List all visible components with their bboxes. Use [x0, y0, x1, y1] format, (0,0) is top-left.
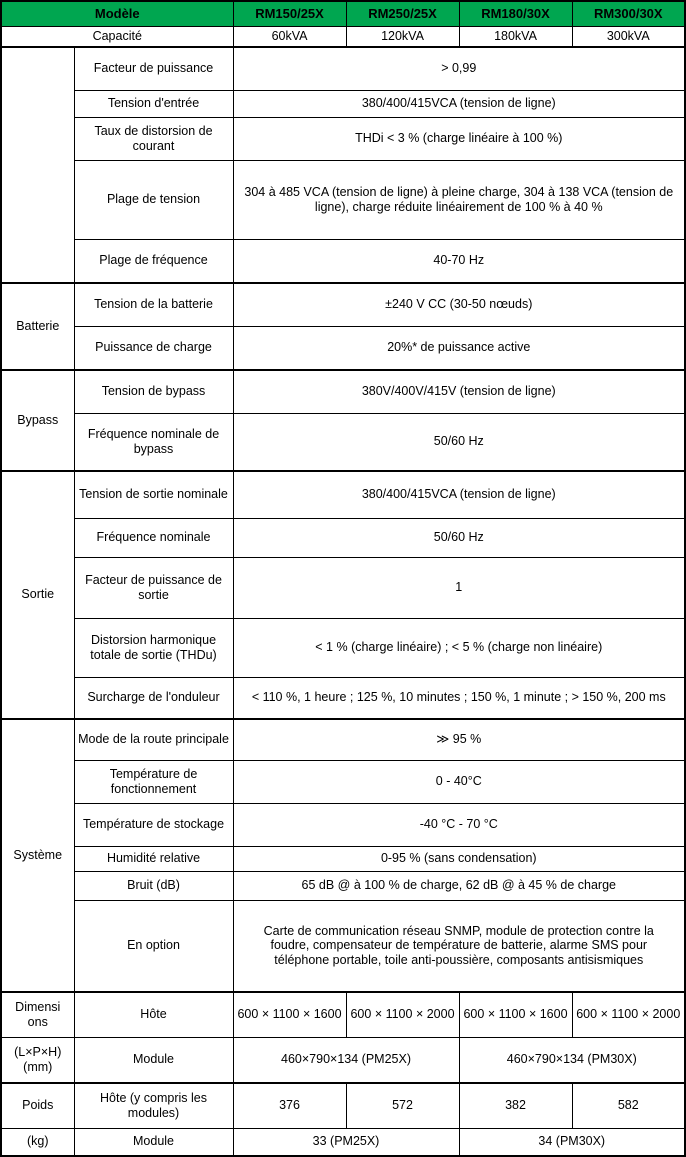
param-dimensions-host: Hôte — [74, 992, 233, 1038]
table-row — [1, 370, 685, 414]
capacity-row — [1, 27, 685, 47]
header-model-1: RM150/25X — [233, 1, 346, 27]
table-row — [1, 117, 685, 160]
table-row — [1, 1083, 685, 1129]
value-frequency-range: 40-70 Hz — [233, 239, 685, 283]
param-current-thd: Taux de distorsion de courant — [74, 117, 233, 160]
param-dimensions-module: Module — [74, 1037, 233, 1083]
value-charge-power: 20%* de puissance active — [233, 326, 685, 370]
table-row — [1, 760, 685, 803]
table-row — [1, 557, 685, 618]
header-model-2: RM250/25X — [346, 1, 459, 27]
header-model-label: Modèle — [1, 1, 233, 27]
param-output-power-factor: Facteur de puissance de sortie — [74, 557, 233, 618]
value-dimensions-host-2: 600 × 1100 × 2000 — [346, 992, 459, 1038]
table-row — [1, 239, 685, 283]
dimensions-label-line2: ons — [27, 1014, 48, 1029]
value-inverter-overload: < 110 %, 1 heure ; 125 %, 10 minutes ; 150 %, 1 minute ; > 150 %, 200 ms — [233, 677, 685, 719]
value-output-power-factor: 1 — [233, 557, 685, 618]
value-voltage-range: 304 à 485 VCA (tension de ligne) à pleine charge, 304 à 138 VCA (tension de ligne), charge réduite linéairement de 100 % à 40 % — [233, 160, 685, 239]
weight-label-lower: (kg) — [1, 1128, 74, 1156]
capacity-value-2: 120kVA — [346, 27, 459, 47]
param-storage-temperature: Température de stockage — [74, 803, 233, 846]
param-inverter-overload: Surcharge de l'onduleur — [74, 677, 233, 719]
section-label-battery: Batterie — [1, 283, 74, 370]
table-row — [1, 992, 685, 1038]
table-row — [1, 518, 685, 557]
param-output-frequency: Fréquence nominale — [74, 518, 233, 557]
header-model-3: RM180/30X — [459, 1, 572, 27]
param-output-voltage: Tension de sortie nominale — [74, 471, 233, 519]
capacity-value-3: 180kVA — [459, 27, 572, 47]
dimensions-label-upper — [1, 992, 74, 1038]
table-row — [1, 719, 685, 761]
value-current-thd: THDi < 3 % (charge linéaire à 100 %) — [233, 117, 685, 160]
value-operating-temperature: 0 - 40°C — [233, 760, 685, 803]
value-power-factor: > 0,99 — [233, 47, 685, 91]
value-bypass-frequency: 50/60 Hz — [233, 413, 685, 471]
value-weight-module-right: 34 (PM30X) — [459, 1128, 685, 1156]
param-operating-temperature: Température de fonctionnement — [74, 760, 233, 803]
param-relative-humidity: Humidité relative — [74, 846, 233, 871]
table-row — [1, 677, 685, 719]
value-input-voltage: 380/400/415VCA (tension de ligne) — [233, 90, 685, 117]
table-row — [1, 47, 685, 91]
table-row — [1, 471, 685, 519]
value-weight-host-3: 382 — [459, 1083, 572, 1129]
param-output-thdu: Distorsion harmonique totale de sortie (THDu) — [74, 618, 233, 677]
value-main-route-mode: ≫ 95 % — [233, 719, 685, 761]
param-noise: Bruit (dB) — [74, 871, 233, 900]
table-row — [1, 846, 685, 871]
section-label-input — [1, 47, 74, 283]
param-bypass-frequency: Fréquence nominale de bypass — [74, 413, 233, 471]
param-main-route-mode: Mode de la route principale — [74, 719, 233, 761]
capacity-value-1: 60kVA — [233, 27, 346, 47]
param-battery-voltage: Tension de la batterie — [74, 283, 233, 327]
value-relative-humidity: 0-95 % (sans condensation) — [233, 846, 685, 871]
table-row — [1, 160, 685, 239]
table-row — [1, 871, 685, 900]
value-output-thdu: < 1 % (charge linéaire) ; < 5 % (charge non linéaire) — [233, 618, 685, 677]
value-dimensions-host-1: 600 × 1100 × 1600 — [233, 992, 346, 1038]
param-power-factor: Facteur de puissance — [74, 47, 233, 91]
table-header-row — [1, 1, 685, 27]
table-row — [1, 1037, 685, 1083]
value-weight-host-1: 376 — [233, 1083, 346, 1129]
table-row — [1, 283, 685, 327]
param-weight-module: Module — [74, 1128, 233, 1156]
table-row — [1, 1128, 685, 1156]
table-row — [1, 803, 685, 846]
dimensions-label-lower — [1, 1037, 74, 1083]
param-bypass-voltage: Tension de bypass — [74, 370, 233, 414]
table-row — [1, 326, 685, 370]
capacity-label: Capacité — [1, 27, 233, 47]
table-row — [1, 90, 685, 117]
section-label-bypass: Bypass — [1, 370, 74, 471]
value-dimensions-host-4: 600 × 1100 × 2000 — [572, 992, 685, 1038]
value-options: Carte de communication réseau SNMP, module de protection contre la foudre, compensateur de température de batterie, alarme SMS pour téléphone portable, toile anti-poussière, composants antisismiques — [233, 900, 685, 992]
value-dimensions-module-right: 460×790×134 (PM30X) — [459, 1037, 685, 1083]
value-dimensions-host-3: 600 × 1100 × 1600 — [459, 992, 572, 1038]
table-row — [1, 900, 685, 992]
section-label-output: Sortie — [1, 471, 74, 719]
param-voltage-range: Plage de tension — [74, 160, 233, 239]
value-noise: 65 dB @ à 100 % de charge, 62 dB @ à 45 % de charge — [233, 871, 685, 900]
dimensions-label-line3: (L×P×H) — [14, 1045, 62, 1060]
weight-label-upper: Poids — [1, 1083, 74, 1129]
value-output-voltage: 380/400/415VCA (tension de ligne) — [233, 471, 685, 519]
value-bypass-voltage: 380V/400V/415V (tension de ligne) — [233, 370, 685, 414]
value-weight-module-left: 33 (PM25X) — [233, 1128, 459, 1156]
param-options: En option — [74, 900, 233, 992]
param-weight-host: Hôte (y compris les modules) — [74, 1083, 233, 1129]
param-frequency-range: Plage de fréquence — [74, 239, 233, 283]
capacity-value-4: 300kVA — [572, 27, 685, 47]
value-dimensions-module-left: 460×790×134 (PM25X) — [233, 1037, 459, 1083]
section-label-system: Système — [1, 719, 74, 992]
param-input-voltage: Tension d'entrée — [74, 90, 233, 117]
value-storage-temperature: -40 °C - 70 °C — [233, 803, 685, 846]
value-battery-voltage: ±240 V CC (30-50 nœuds) — [233, 283, 685, 327]
param-charge-power: Puissance de charge — [74, 326, 233, 370]
value-weight-host-4: 582 — [572, 1083, 685, 1129]
table-row — [1, 413, 685, 471]
value-weight-host-2: 572 — [346, 1083, 459, 1129]
dimensions-label-line1: Dimensi — [15, 1000, 61, 1015]
value-output-frequency: 50/60 Hz — [233, 518, 685, 557]
header-model-4: RM300/30X — [572, 1, 685, 27]
table-row — [1, 618, 685, 677]
dimensions-label-line4: (mm) — [23, 1059, 53, 1074]
